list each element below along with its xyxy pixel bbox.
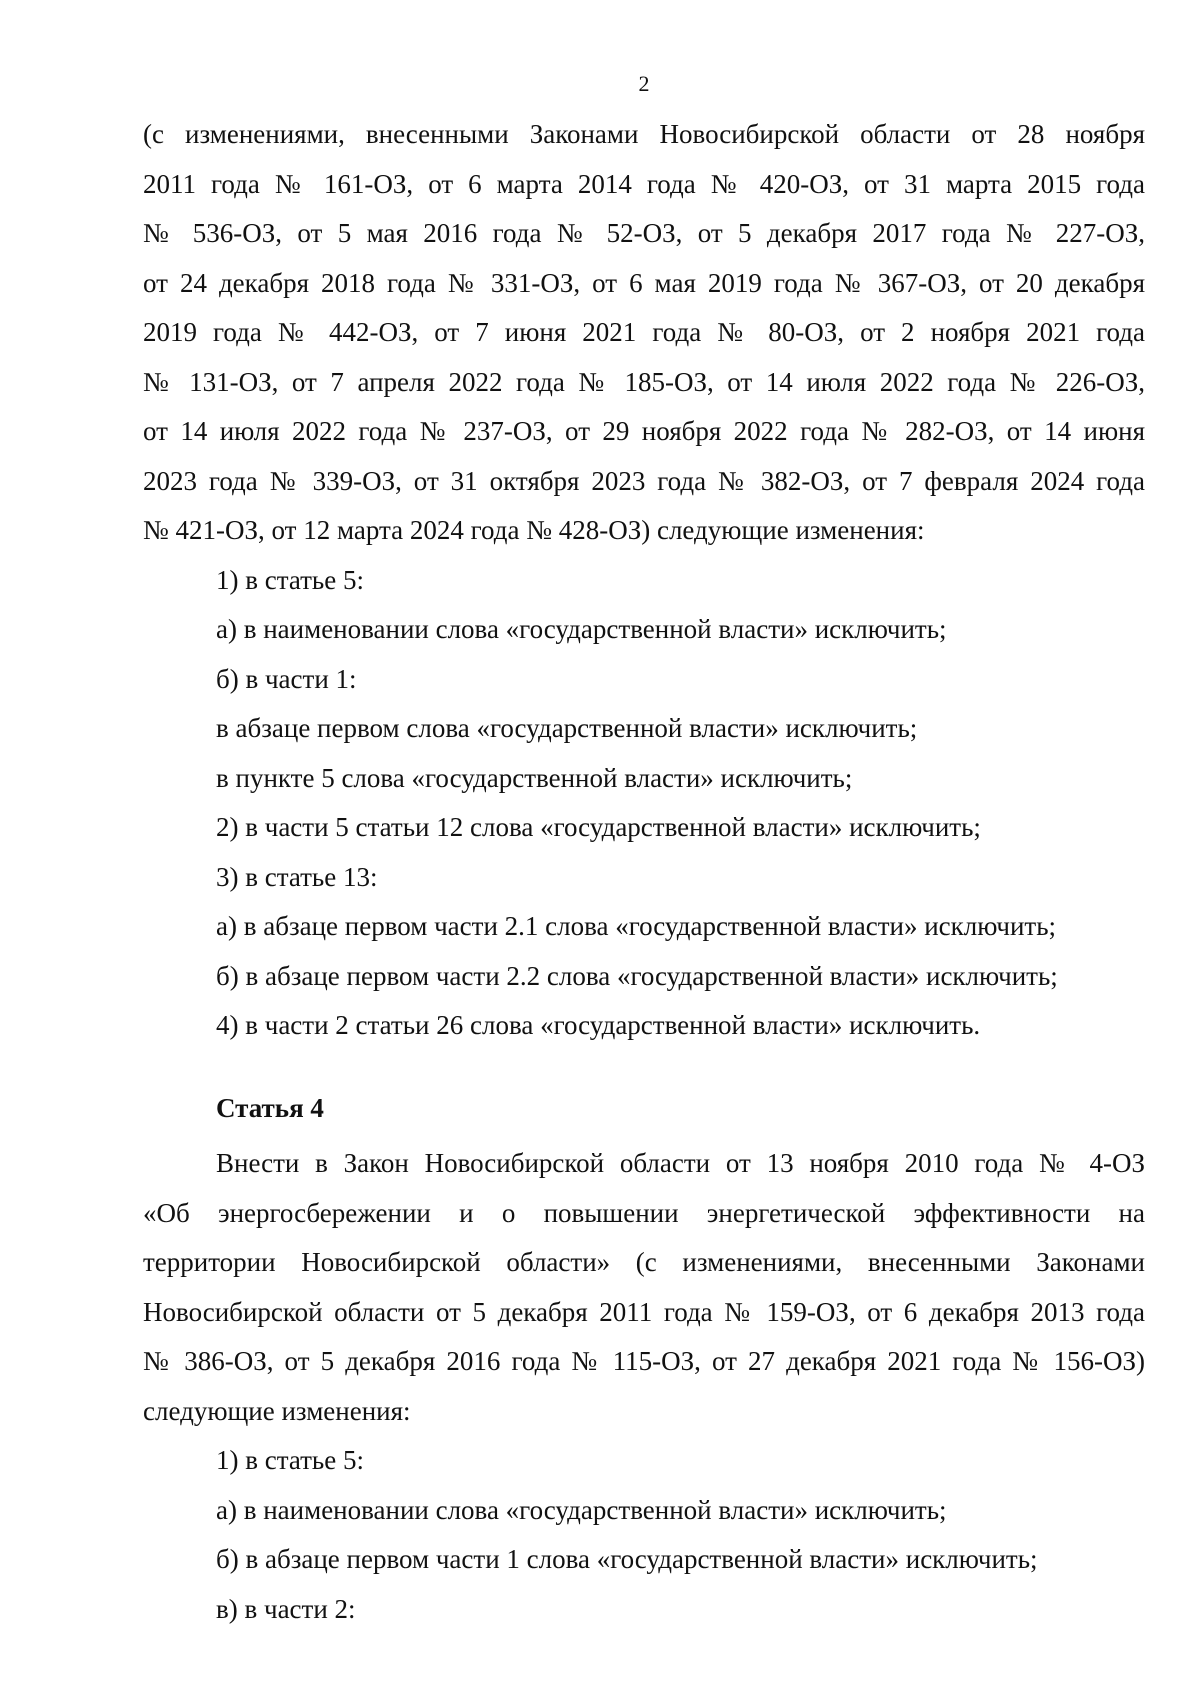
paragraph-line: от 24 декабря 2018 года № 331-ОЗ, от 6 мая 2019 года № 367-ОЗ, от 20 декабря — [143, 267, 1145, 298]
paragraph-line: № 386-ОЗ, от 5 декабря 2016 года № 115-ОЗ, от 27 декабря 2021 года № 156-ОЗ) — [143, 1346, 1145, 1376]
paragraph-line: 2023 года № 339-ОЗ, от 31 октября 2023 года № 382-ОЗ, от 7 февраля 2024 года — [143, 465, 1145, 496]
list-item: 1) в статье 5: — [216, 564, 364, 595]
list-item: 1) в статье 5: — [216, 1445, 364, 1475]
paragraph-line: территории Новосибирской области» (с изменениями, внесенными Законами — [143, 1247, 1145, 1277]
list-item: 3) в статье 13: — [216, 861, 378, 892]
article-4-block — [143, 1139, 1145, 1634]
list-item: в пункте 5 слова «государственной власти» исключить; — [216, 762, 853, 793]
amendment-list — [143, 1436, 1145, 1634]
list-item: 4) в части 2 статьи 26 слова «государственной власти» исключить. — [216, 1010, 981, 1040]
article-paragraph — [143, 1139, 1145, 1436]
paragraph-line: 2019 года № 442-ОЗ, от 7 июня 2021 года № 80-ОЗ, от 2 ноября 2021 года — [143, 317, 1145, 347]
paragraph-line: 2011 года № 161-ОЗ, от 6 марта 2014 года № 420-ОЗ, от 31 марта 2015 года — [143, 168, 1145, 199]
article-title: Статья 4 — [216, 1093, 324, 1123]
paragraph-line: № 421-ОЗ, от 12 марта 2024 года № 428-ОЗ) следующие изменения: — [143, 515, 925, 545]
paragraph-line: следующие изменения: — [143, 1395, 411, 1426]
list-item: 2) в части 5 статьи 12 слова «государственной власти» исключить; — [216, 812, 981, 842]
amendment-list — [143, 556, 1145, 1051]
list-item: б) в абзаце первом части 1 слова «государственной власти» исключить; — [216, 1544, 1038, 1574]
paragraph-line: (с изменениями, внесенными Законами Новосибирской области от 28 ноября — [143, 119, 1145, 149]
list-item: в абзаце первом слова «государственной власти» исключить; — [216, 713, 918, 743]
list-item: а) в наименовании слова «государственной власти» исключить; — [216, 614, 947, 644]
paragraph-line: № 131-ОЗ, от 7 апреля 2022 года № 185-ОЗ, от 14 июля 2022 года № 226-ОЗ, — [143, 366, 1145, 397]
list-item: б) в части 1: — [216, 663, 357, 694]
paragraph-line: Новосибирской области от 5 декабря 2011 года № 159-ОЗ, от 6 декабря 2013 года — [143, 1296, 1145, 1327]
list-item: в) в части 2: — [216, 1593, 356, 1624]
paragraph-line: от 14 июля 2022 года № 237-ОЗ, от 29 ноября 2022 года № 282-ОЗ, от 14 июня — [143, 416, 1145, 446]
paragraph-line: «Об энергосбережении и о повышении энергетической эффективности на — [143, 1197, 1145, 1228]
paragraph-line-text: Внести в Закон Новосибирской области от 13 ноября 2010 года № 4-ОЗ — [216, 1148, 1145, 1178]
list-item: б) в абзаце первом части 2.2 слова «государственной власти» исключить; — [216, 960, 1058, 991]
intro-paragraph — [143, 110, 1145, 556]
list-item: а) в наименовании слова «государственной власти» исключить; — [216, 1494, 947, 1525]
amendments-block — [143, 110, 1145, 1051]
paragraph-line: № 536-ОЗ, от 5 мая 2016 года № 52-ОЗ, от 5 декабря 2017 года № 227-ОЗ, — [143, 218, 1145, 248]
list-item: а) в абзаце первом части 2.1 слова «государственной власти» исключить; — [216, 911, 1057, 941]
page-number: 2 — [638, 71, 650, 96]
paragraph-line — [143, 1139, 1145, 1189]
